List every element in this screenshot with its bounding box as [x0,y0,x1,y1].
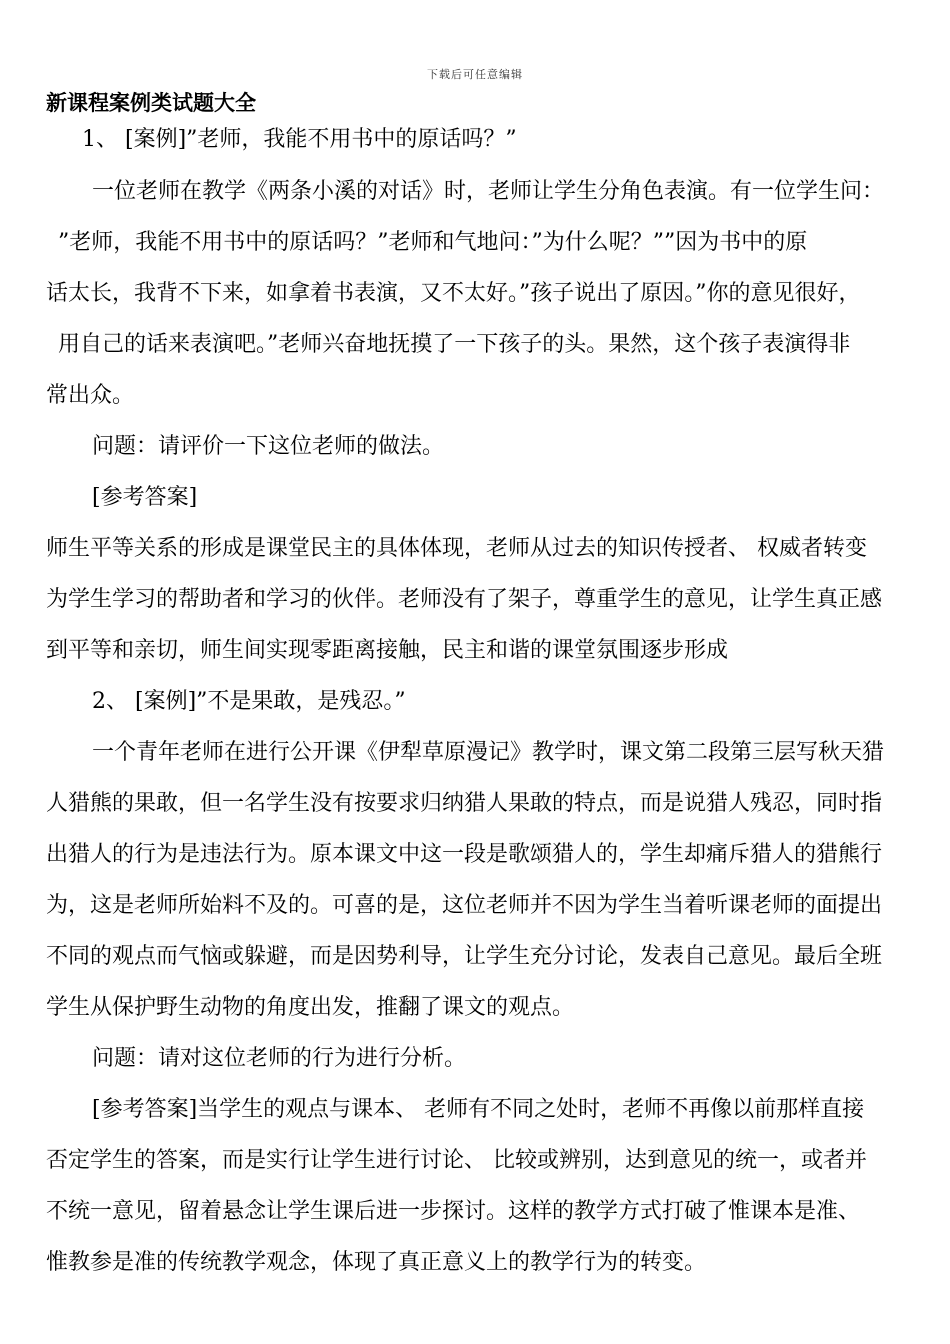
case2-heading: 2、 [案例]”不是果敢，是残忍。” [92,689,406,714]
case1-answer-line: 到平等和亲切，师生间实现零距离接触，民主和谐的课堂氛围逐步形成 [46,638,729,663]
case1-question: 问题：请评价一下这位老师的做法。 [92,434,445,459]
case2-answer-line: 否定学生的答案，而是实行让学生进行讨论、 比较或辨别，达到意见的统一，或者并 [46,1148,867,1173]
case2-body-line: 学生从保护野生动物的角度出发，推翻了课文的观点。 [46,995,575,1020]
case2-body-line: 一个青年老师在进行公开课《伊犁草原漫记》教学时，课文第二段第三层写秋天猎 [92,740,885,765]
document-body [46,86,936,1288]
case2-body-line: 不同的观点而气恼或躲避，而是因势利导，让学生充分讨论，发表自己意见。最后全班 [46,944,883,969]
case1-body-line: 常出众。 [46,383,135,408]
case1-body-line: 用自己的话来表演吧。”老师兴奋地抚摸了一下孩子的头。果然，这个孩子表演得非 [58,332,851,357]
case1-body-line: ”老师，我能不用书中的原话吗？”老师和气地问：”为什么呢？””因为书中的原 [58,230,808,255]
case1-answer-label: [参考答案] [92,485,198,510]
case1-body-line: 一位老师在教学《两条小溪的对话》时，老师让学生分角色表演。有一位学生问： [92,179,885,204]
case1-body-line: 话太长，我背不下来，如拿着书表演，又不太好。”孩子说出了原因。”你的意见很好， [46,281,861,306]
case2-answer-line: 不统一意见，留着悬念让学生课后进一步探讨。这样的教学方式打破了惟课本是准、 [46,1199,861,1224]
page-header: 下载后可任意编辑 [427,68,523,81]
case2-body-line: 出猎人的行为是违法行为。原本课文中这一段是歌颂猎人的，学生却痛斥猎人的猎熊行 [46,842,883,867]
case2-answer-line: [参考答案]当学生的观点与课本、 老师有不同之处时，老师不再像以前那样直接 [92,1097,865,1122]
case1-answer-line: 师生平等关系的形成是课堂民主的具体体现，老师从过去的知识传授者、 权威者转变 [46,536,867,561]
case1-heading: 1、 [案例]”老师，我能不用书中的原话吗？” [82,127,517,152]
document-title: 新课程案例类试题大全 [46,90,256,115]
case2-body-line: 人猎熊的果敢，但一名学生没有按要求归纳猎人果敢的特点，而是说猎人残忍，同时指 [46,791,883,816]
case2-question: 问题：请对这位老师的行为进行分析。 [92,1046,467,1071]
case2-answer-line: 惟教参是准的传统教学观念，体现了真正意义上的教学行为的转变。 [46,1250,707,1275]
case2-body-line: 为，这是老师所始料不及的。可喜的是，这位老师并不因为学生当着听课老师的面提出 [46,893,883,918]
case1-answer-line: 为学生学习的帮助者和学习的伙伴。老师没有了架子，尊重学生的意见，让学生真正感 [46,587,883,612]
